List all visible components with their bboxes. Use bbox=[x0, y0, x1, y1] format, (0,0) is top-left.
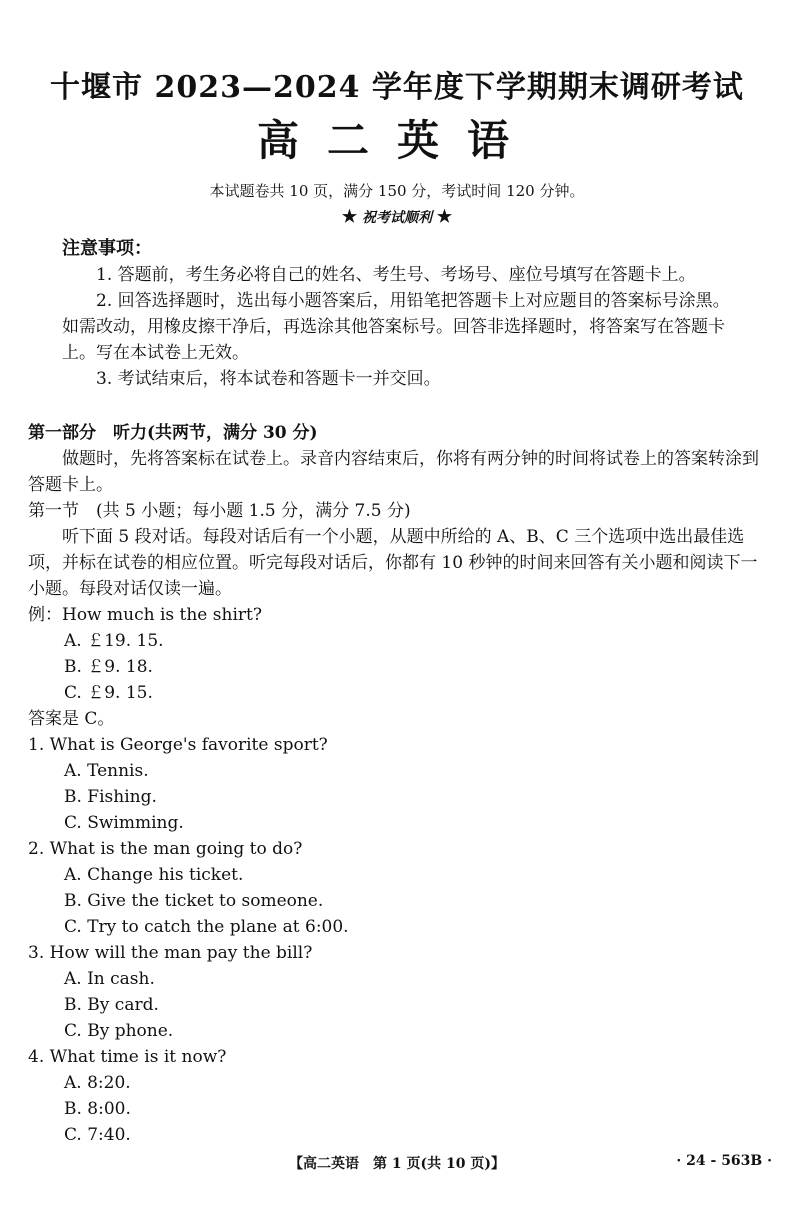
question-4-option-c: C. 7:40. bbox=[64, 1125, 131, 1145]
question-3-option-a: A. In cash. bbox=[64, 969, 155, 989]
example-answer: 答案是 C。 bbox=[28, 709, 115, 729]
exam-meta: 本试题卷共 10 页，满分 150 分，考试时间 120 分钟。 bbox=[209, 182, 585, 200]
part1-heading: 第一部分 听力(共两节，满分 30 分) bbox=[28, 423, 318, 443]
exam-title: 十堰市 2023—2024 学年度下学期期末调研考试 bbox=[50, 70, 744, 105]
example-option: A. ￡19. 15. bbox=[64, 631, 164, 651]
question-2: 2. What is the man going to do? bbox=[28, 839, 303, 859]
notice-item: 1. 答题前，考生务必将自己的姓名、考生号、考场号、座位号填写在答题卡上。 bbox=[96, 265, 696, 285]
question-3: 3. How will the man pay the bill? bbox=[28, 943, 313, 963]
notice-item: 2. 回答选择题时，选出每小题答案后，用铅笔把答题卡上对应题目的答案标号涂黑。如需改动，用橡皮擦干净后，再选涂其他答案标号。回答非选择题时，将答案写在答题卡上。写在本试卷上无效。 bbox=[62, 291, 730, 363]
good-luck-line bbox=[0, 207, 794, 227]
question-4-option-a: A. 8:20. bbox=[64, 1073, 131, 1093]
question-1-option-b: B. Fishing. bbox=[64, 787, 157, 807]
question-4: 4. What time is it now? bbox=[28, 1047, 227, 1067]
question-1: 1. What is George's favorite sport? bbox=[28, 735, 328, 755]
question-4-option-b: B. 8:00. bbox=[64, 1099, 131, 1119]
question-3-option-c: C. By phone. bbox=[64, 1021, 174, 1041]
good-luck-text: 祝考试顺利 bbox=[362, 210, 432, 226]
example-option: C. ￡9. 15. bbox=[64, 683, 153, 703]
page-label: 【高二英语 第 1 页(共 10 页)】 bbox=[289, 1156, 505, 1172]
question-2-option-a: A. Change his ticket. bbox=[64, 865, 244, 885]
star-icon: ★ bbox=[341, 207, 358, 227]
section1-instruction: 听下面 5 段对话。每段对话后有一个小题，从题中所给的 A、B、C 三个选项中选出最佳选项，并标在试卷的相应位置。听完每段对话后，你都有 10 秒钟的时间来回答有关小题和阅读下一小题。每段对话仅读一遍。 bbox=[28, 527, 758, 599]
question-1-option-a: A. Tennis. bbox=[64, 761, 149, 781]
question-1-option-c: C. Swimming. bbox=[64, 813, 184, 833]
notice-heading: 注意事项： bbox=[62, 238, 152, 259]
part1-content bbox=[28, 420, 768, 1148]
star-icon: ★ bbox=[436, 207, 453, 227]
part1-instruction: 做题时，先将答案标在试卷上。录音内容结束后，你将有两分钟的时间将试卷上的答案转涂到答题卡上。 bbox=[28, 449, 759, 495]
section1-heading: 第一节 (共 5 小题；每小题 1.5 分，满分 7.5 分) bbox=[28, 501, 411, 521]
exam-code: · 24 - 563B · bbox=[676, 1153, 772, 1169]
question-3-option-b: B. By card. bbox=[64, 995, 159, 1015]
notice-list bbox=[62, 262, 742, 392]
notice-item: 3. 考试结束后，将本试卷和答题卡一并交回。 bbox=[96, 369, 441, 389]
example-option: B. ￡9. 18. bbox=[64, 657, 153, 677]
example-question: 例：How much is the shirt? bbox=[28, 605, 262, 625]
question-2-option-c: C. Try to catch the plane at 6:00. bbox=[64, 917, 349, 937]
subject-title: 高二英语 bbox=[256, 116, 537, 165]
question-2-option-b: B. Give the ticket to someone. bbox=[64, 891, 324, 911]
